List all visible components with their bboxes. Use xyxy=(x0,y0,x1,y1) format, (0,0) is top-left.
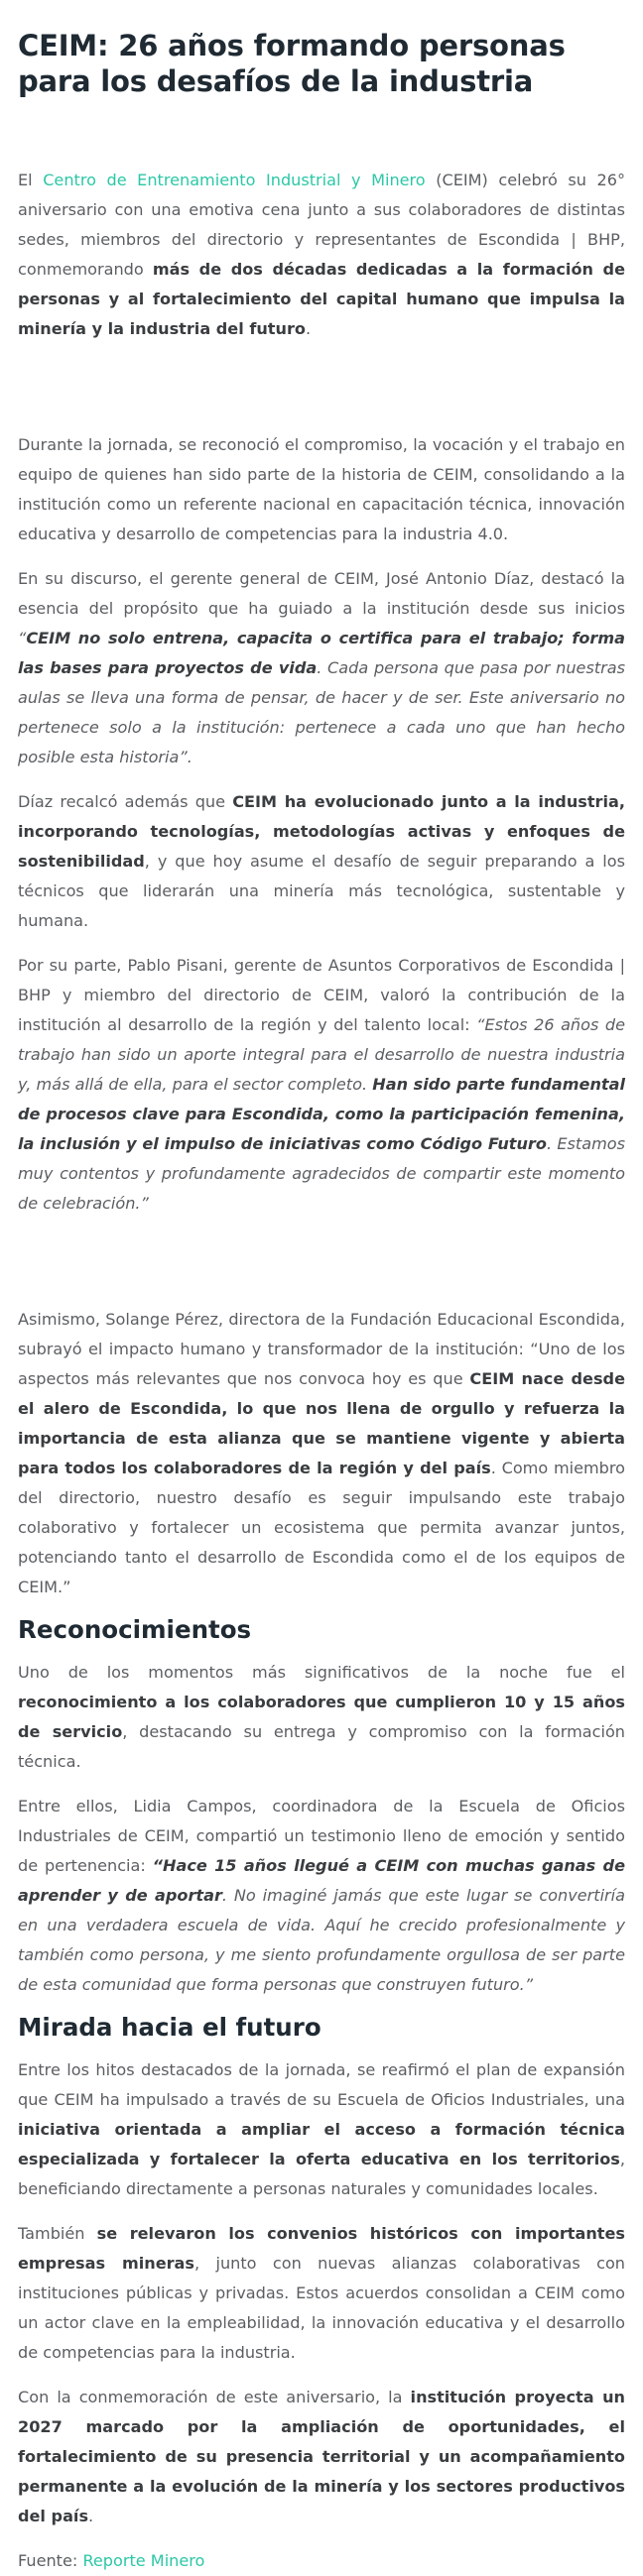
paragraph-expansion xyxy=(18,2055,625,2204)
text: , y que hoy asume el desafío de seguir preparando a los técnicos que liderarán una minería más tecnológica, sustentable y humana. xyxy=(18,852,625,930)
text: Entre ellos, Lidia Campos, coordinadora de la Escuela de Oficios Industriales de CEIM, compartió un testimonio lleno de emoción y sentido de pertenencia: xyxy=(18,1797,625,1875)
heading-mirada-futuro: Mirada hacia el futuro xyxy=(18,2013,322,2042)
bold-text: CEIM ha evolucionado junto a la industria, incorporando tecnologías, metodologías activas y enfoques de sostenibilidad xyxy=(18,792,625,871)
article-title: CEIM: 26 años formando personas para los desafíos de la industria xyxy=(18,29,566,98)
italic-text: . Estamos muy contentos y profundamente agradecidos de compartir este momento de celebración.” xyxy=(18,1134,625,1213)
paragraph-intro xyxy=(18,166,625,344)
text: Por su parte, Pablo Pisani, gerente de Asuntos Corporativos de Escondida | BHP y miembro del directorio de CEIM, valoró la contribución de la institución al desarrollo de la región y del talento local: xyxy=(18,956,625,1034)
text: . xyxy=(88,2507,94,2525)
ceim-link[interactable]: Centro de Entrenamiento Industrial y Minero xyxy=(43,171,426,189)
italic-text: “ xyxy=(18,629,27,647)
paragraph-perez xyxy=(18,1305,625,1602)
bold-text: más de dos décadas dedicadas a la formación de personas y al fortalecimiento del capital humano que impulsa la minería y la industria del futuro xyxy=(18,260,625,338)
text: Uno de los momentos más significativos de la noche fue el xyxy=(18,1663,625,1682)
source-label: Fuente: xyxy=(18,2551,83,2570)
text: Asimismo, Solange Pérez, directora de la Fundación Educacional Escondida, subrayó el impacto humano y transformador de la institución: “Uno de los aspectos más relevantes que nos convoca hoy es que xyxy=(18,1310,625,1388)
italic-text: . Cada persona que pasa por nuestras aulas se lleva una forma de pensar, de hacer y de ser. Este aniversario no pertenece solo a la institución: pertenece a cada uno que han hecho posible esta historia”. xyxy=(18,658,626,766)
text: También xyxy=(18,2224,97,2243)
text: Díaz recalcó además que xyxy=(18,792,233,811)
text: , destacando su entrega y compromiso con la formación técnica. xyxy=(18,1722,625,1771)
italic-text: . No imaginé jamás que este lugar se convertiría en una verdadera escuela de vida. Aquí he crecido profesionalmente y también como persona, y me siento profundamente orgullosa de ser parte de esta comunidad que forma personas que construyen futuro.” xyxy=(18,1886,625,1994)
bold-italic-text: CEIM no solo entrena, capacita o certifica para el trabajo; forma las bases para proyectos de vida xyxy=(18,629,625,677)
text: , junto con nuevas alianzas colaborativas con instituciones públicas y privadas. Estos acuerdos consolidan a CEIM como un actor clave en la empleabilidad, la innovación educativa y el desarrollo de competencias para la industria. xyxy=(18,2254,625,2362)
paragraph-proyeccion xyxy=(18,2383,625,2531)
paragraph-convenios xyxy=(18,2219,625,2368)
heading-reconocimientos: Reconocimientos xyxy=(18,1615,252,1644)
bold-text: CEIM nace desde el alero de Escondida, lo que nos llena de orgullo y refuerza la importancia de esta alianza que se mantiene vigente y abierta para todos los colaboradores de la región y del país xyxy=(18,1369,625,1477)
text: Con la conmemoración de este aniversario, la xyxy=(18,2388,411,2406)
bold-italic-text: Han sido parte fundamental de procesos clave para Escondida, como la participación femenina, la inclusión y el impulso de iniciativas como Código Futuro xyxy=(18,1075,625,1153)
bold-text: se relevaron los convenios históricos con importantes empresas mineras xyxy=(18,2224,625,2273)
paragraph-discurso xyxy=(18,564,625,772)
bold-text: institución proyecta un 2027 marcado por la ampliación de oportunidades, el fortalecimiento de su presencia territorial y un acompañamiento permanente a la evolución de la minería y los sectores productivos del país xyxy=(18,2388,626,2525)
paragraph-jornada xyxy=(18,430,625,549)
text: En su discurso, el gerente general de CEIM, José Antonio Díaz, destacó la esencia del propósito que ha guiado a la institución desde sus inicios xyxy=(18,569,625,618)
bold-text: iniciativa orientada a ampliar el acceso a formación técnica especializada y fortalecer la oferta educativa en los territorios xyxy=(18,2120,625,2168)
bold-text: reconocimiento a los colaboradores que cumplieron 10 y 15 años de servicio xyxy=(18,1693,625,1741)
text: Durante la jornada, se reconoció el compromiso, la vocación y el trabajo en equipo de quienes han sido parte de la historia de CEIM, consolidando a la institución como un referente nacional en capacitación técnica, innovación educativa y desarrollo de competencias para la industria 4.0. xyxy=(18,435,625,543)
text: . Como miembro del directorio, nuestro desafío es seguir impulsando este trabajo colaborativo y fortalecer un ecosistema que permita avanzar juntos, potenciando tanto el desarrollo de Escondida como el de los equipos de CEIM.” xyxy=(18,1459,625,1596)
text: (CEIM) celebró su 26° aniversario con una emotiva cena junto a sus colaboradores de distintas sedes, miembros del directorio y representantes de Escondida | BHP, conmemorando xyxy=(18,171,625,279)
text: El xyxy=(18,171,44,189)
paragraph-campos xyxy=(18,1792,625,2000)
text: , beneficiando directamente a personas naturales y comunidades locales. xyxy=(18,2150,625,2198)
source-line xyxy=(18,2546,625,2576)
paragraph-pisani xyxy=(18,951,625,1219)
text: . xyxy=(305,319,312,338)
paragraph-diaz xyxy=(18,787,625,936)
source-link[interactable]: Reporte Minero xyxy=(82,2551,205,2570)
italic-text: “Estos 26 años de trabajo han sido un aporte integral para el desarrollo de nuestra industria y, más allá de ella, para el sector completo. xyxy=(18,1015,626,1094)
text: Entre los hitos destacados de la jornada, se reafirmó el plan de expansión que CEIM ha impulsado a través de su Escuela de Oficios Industriales, una xyxy=(18,2060,625,2109)
paragraph-reconocimiento xyxy=(18,1658,625,1777)
bold-italic-text: “Hace 15 años llegué a CEIM con muchas ganas de aprender y de aportar xyxy=(18,1856,625,1905)
